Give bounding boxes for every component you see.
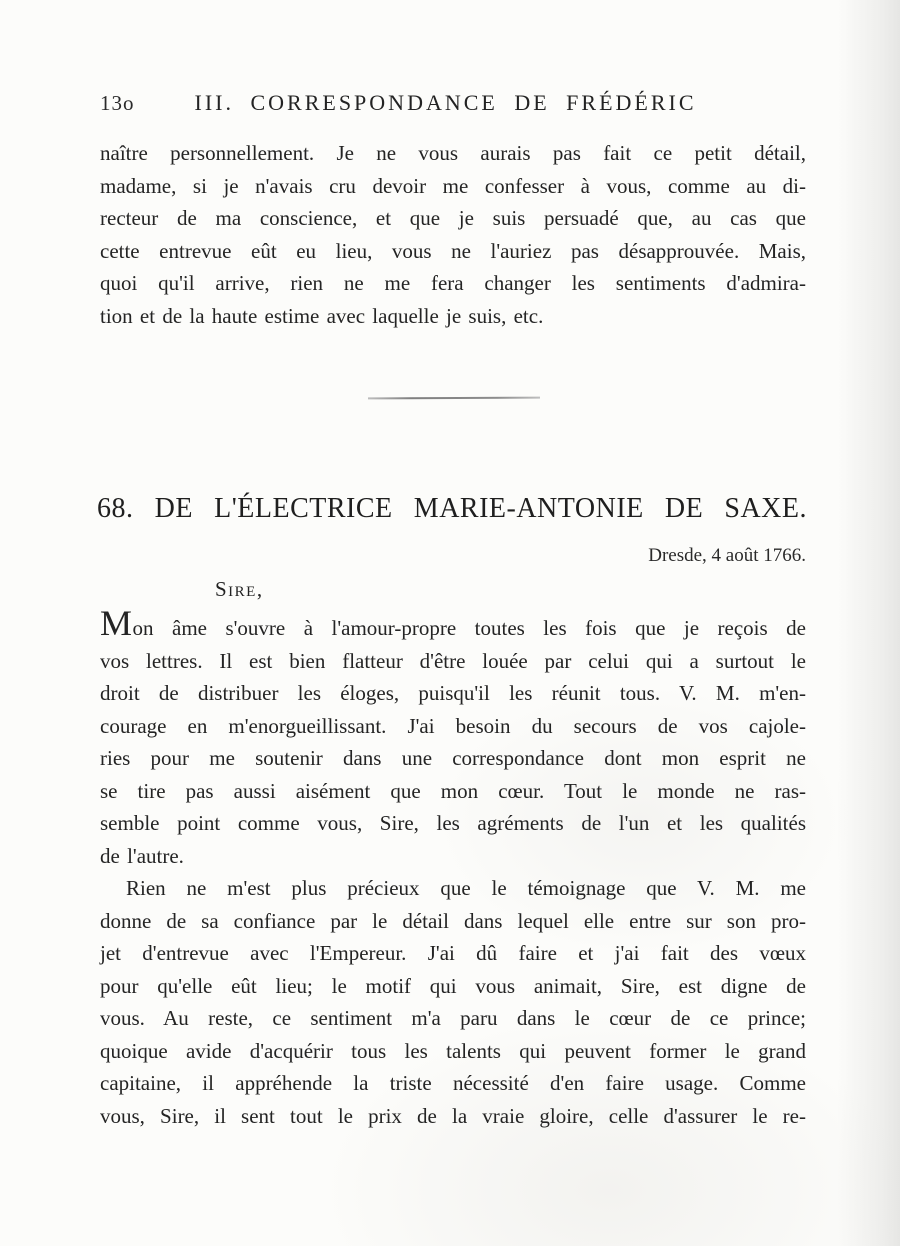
first-line-text: on âme s'ouvre à l'amour-propre toutes les fois que je reçois de <box>132 616 806 640</box>
text-line: vous. Au reste, ce sentiment m'a paru dans le cœur de ce prince; <box>100 1006 806 1030</box>
text-line: semble point comme vous, Sire, les agréments de l'un et les qualités <box>100 811 806 835</box>
text-line: tion et de la haute estime avec laquelle je suis, etc. <box>100 303 544 328</box>
text-line: jet d'entrevue avec l'Empereur. J'ai dû faire et j'ai fait des vœux <box>100 941 806 965</box>
paragraph-1-lines <box>100 645 806 873</box>
letter-paragraph-2 <box>100 872 806 1132</box>
letter-heading: 68. DE L'ÉLECTRICE MARIE-ANTONIE DE SAXE. <box>97 493 807 524</box>
letter-body <box>100 603 806 1132</box>
text-line: vous, Sire, il sent tout le prix de la vraie gloire, celle d'assurer le re- <box>100 1103 806 1128</box>
text-line: de l'autre. <box>100 843 184 868</box>
prev-letter-closing <box>100 137 806 332</box>
text-line: capitaine, il appréhende la triste nécessité d'en faire usage. Comme <box>100 1071 806 1095</box>
page-header <box>100 90 810 116</box>
text-line: quoi qu'il arrive, rien ne me fera changer les sentiments d'admira- <box>100 271 806 295</box>
text-line: madame, si je n'avais cru devoir me confesser à vous, comme au di- <box>100 173 806 198</box>
text-line: droit de distribuer les éloges, puisqu'il les réunit tous. V. M. m'en- <box>100 681 806 705</box>
section-divider <box>368 397 540 400</box>
text-line: naître personnellement. Je ne vous aurais pas fait ce petit détail, <box>100 141 806 165</box>
text-line: courage en m'enorgueillissant. J'ai besoin du secours de vos cajole- <box>100 713 806 738</box>
letter-paragraph-1 <box>100 603 806 872</box>
text-line: Rien ne m'est plus précieux que le témoignage que V. M. me <box>126 876 806 900</box>
prev-letter-lines <box>100 137 806 332</box>
text-line: ries pour me soutenir dans une correspondance dont mon esprit ne <box>100 746 806 770</box>
page-number: 13o <box>100 91 135 115</box>
letter-dateline: Dresde, 4 août 1766. <box>648 545 806 566</box>
text-line: recteur de ma conscience, et que je suis persuadé que, au cas que <box>100 206 806 230</box>
text-line: vos lettres. Il est bien flatteur d'être louée par celui qui a surtout le <box>100 648 806 673</box>
text-line <box>100 603 806 645</box>
paragraph-2-lines <box>100 872 806 1132</box>
text-line: se tire pas aussi aisément que mon cœur. Tout le monde ne ras- <box>100 778 806 803</box>
text-line: pour qu'elle eût lieu; le motif qui vous animait, Sire, est digne de <box>100 973 806 998</box>
drop-initial: M <box>100 603 133 643</box>
running-header: III. CORRESPONDANCE DE FRÉDÉRIC <box>194 90 697 115</box>
letter-salutation: Sire, <box>215 577 264 601</box>
text-line: cette entrevue eût eu lieu, vous ne l'auriez pas désapprouvée. Mais, <box>100 238 806 263</box>
text-line: quoique avide d'acquérir tous les talents qui peuvent former le grand <box>100 1038 806 1063</box>
text-line: donne de sa confiance par le détail dans lequel elle entre sur son pro- <box>100 908 806 933</box>
